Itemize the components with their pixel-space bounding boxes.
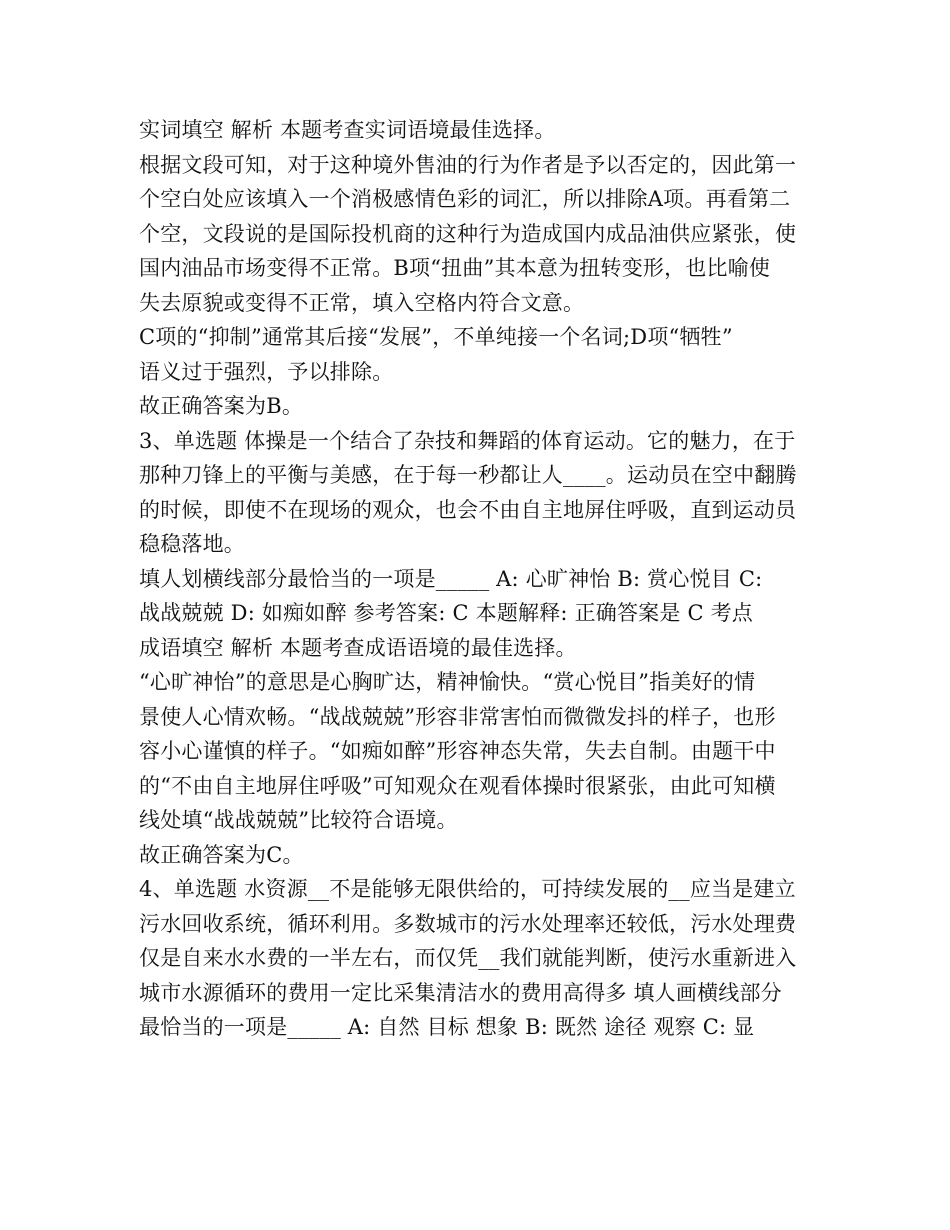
answer-line: 故正确答案为C。 bbox=[139, 842, 304, 867]
text-line: 国内油品市场变得不正常。B项“扭曲”其本意为扭转变形，也比喻使 bbox=[139, 256, 771, 280]
text-line: 语义过于强烈，予以排除。 bbox=[139, 359, 394, 384]
text-line: 景使人心情欢畅。“战战兢兢”形容非常害怕而微微发抖的样子，也形 bbox=[139, 704, 776, 729]
question-line: 3、单选题 体操是一个结合了杂技和舞蹈的体育运动。它的魅力，在于 bbox=[139, 428, 796, 453]
text-line: 容小心谨慎的样子。“如痴如醉”形容神态失常，失去自制。由题干中 bbox=[139, 739, 776, 763]
text-line: 战战兢兢 D: 如痴如醉 参考答案: C 本题解释: 正确答案是 C 考点 bbox=[139, 601, 753, 625]
text-line: 线处填“战战兢兢”比较符合语境。 bbox=[139, 808, 458, 832]
text-line: 稳稳落地。 bbox=[139, 532, 245, 556]
text-line: 成语填空 解析 本题考查成语语境的最佳选择。 bbox=[139, 635, 577, 660]
text-line: 仅是自来水水费的一半左右，而仅凭__我们就能判断，使污水重新进入 bbox=[139, 946, 797, 970]
question-line: 4、单选题 水资源__不是能够无限供给的，可持续发展的__应当是建立 bbox=[139, 877, 796, 901]
text-line: 的“不由自主地屏住呼吸”可知观众在观看体操时很紧张，由此可知横 bbox=[139, 773, 776, 798]
answer-line: 故正确答案为B。 bbox=[139, 394, 304, 418]
text-line: 污水回收系统，循环利用。多数城市的污水处理率还较低，污水处理费 bbox=[139, 911, 797, 936]
document-body bbox=[139, 113, 819, 1045]
text-line: 个空，文段说的是国际投机商的这种行为造成国内成品油供应紧张，使 bbox=[139, 221, 797, 246]
text-line: “心旷神怡”的意思是心胸旷达，精神愉快。“赏心悦目”指美好的情 bbox=[139, 670, 756, 694]
text-line: C项的“抑制”通常其后接“发展”，不单纯接一个名词;D项“牺牲” bbox=[139, 325, 733, 349]
text-line: 的时候，即使不在现场的观众，也会不由自主地屏住呼吸，直到运动员 bbox=[139, 497, 797, 522]
text-line: 个空白处应该填入一个消极感情色彩的词汇，所以排除A项。再看第二 bbox=[139, 187, 791, 211]
text-line: 根据文段可知，对于这种境外售油的行为作者是予以否定的，因此第一 bbox=[139, 152, 797, 177]
text-line: 填人划横线部分最恰当的一项是_____ A: 心旷神怡 B: 赏心悦目 C: bbox=[139, 566, 763, 591]
text-line: 城市水源循环的费用一定比采集清洁水的费用高得多 填人画横线部分 bbox=[139, 980, 782, 1005]
text-line: 那种刀锋上的平衡与美感，在于每一秒都让人____。运动员在空中翻腾 bbox=[139, 463, 797, 487]
text-line: 最恰当的一项是_____ A: 自然 目标 想象 B: 既然 途径 观察 C: 显 bbox=[139, 1015, 755, 1039]
text-line: 失去原貌或变得不正常，填入空格内符合文意。 bbox=[139, 290, 585, 315]
text-line: 实词填空 解析 本题考查实词语境最佳选择。 bbox=[139, 118, 556, 142]
